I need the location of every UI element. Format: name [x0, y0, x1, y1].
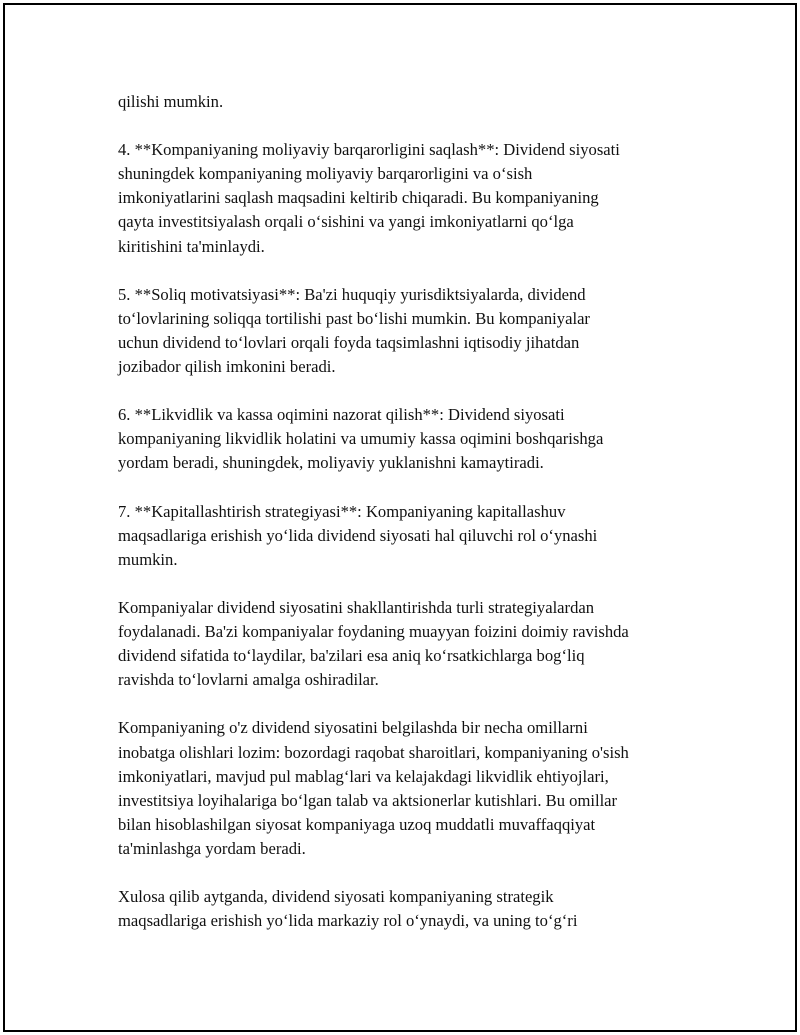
paragraph-dividend-strategies: Kompaniyalar dividend siyosatini shakllantirishda turli strategiyalardan foydalanadi. Ba'zi kompaniyalar foydaning muayyan foizini doimiy ravishda dividend sifatida to‘laydilar, ba'zilari esa aniq ko‘rsatkichlarga bog‘liq ravishda to‘lovlarni amalga oshiradilar. [118, 597, 629, 690]
paragraph-liquidity-control: 6. **Likvidlik va kassa oqimini nazorat qilish**: Dividend siyosati kompaniyaning likvidlik holatini va umumiy kassa oqimini boshqarishga yordam beradi, shuningdek, moliyaviy yuklanishni kamaytiradi. [118, 405, 604, 473]
paragraph-continuation: qilishi mumkin. [118, 92, 224, 111]
paragraph-financial-stability: 4. **Kompaniyaning moliyaviy barqarorligini saqlash**: Dividend siyosati shuningdek kompaniyaning moliyaviy barqarorligini va o‘sish imkoniyatlarini saqlash maqsadini keltirib chiqaradi. Bu kompaniyaning qayta investitsiyalash orqali o‘sishini va yangi imkoniyatlarni qo‘lga kiritishini ta'minlaydi. [118, 140, 620, 256]
document-body [118, 90, 688, 957]
paragraph-policy-factors: Kompaniyaning o'z dividend siyosatini belgilashda bir necha omillarni inobatga olishlari lozim: bozordagi raqobat sharoitlari, kompaniyaning o'sish imkoniyatlari, mavjud pul mablag‘lari va kelajakdagi likvidlik ehtiyojlari, investitsiya loyihalariga bo‘lgan talab va aktsionerlar kutishlari. Bu omillar bilan hisoblashilgan siyosat kompaniyaga uzoq muddatli muvaffaqqiyat ta'minlashga yordam beradi. [118, 718, 629, 858]
paragraph-conclusion: Xulosa qilib aytganda, dividend siyosati kompaniyaning strategik maqsadlariga erishish yo‘lida markaziy rol o‘ynaydi, va uning to‘g‘ri [118, 887, 578, 931]
paragraph-capitalization-strategy: 7. **Kapitallashtirish strategiyasi**: Kompaniyaning kapitallashuv maqsadlariga erishish yo‘lida dividend siyosati hal qiluvchi rol o‘ynashi mumkin. [118, 501, 598, 569]
paragraph-tax-motivation: 5. **Soliq motivatsiyasi**: Ba'zi huquqiy yurisdiktsiyalarda, dividend to‘lovlarining soliqqa tortilishi past bo‘lishi mumkin. Bu kompaniyalar uchun dividend to‘lovlari orqali foyda taqsimlashni iqtisodiy jihatdan jozibador qilish imkonini beradi. [118, 284, 590, 377]
